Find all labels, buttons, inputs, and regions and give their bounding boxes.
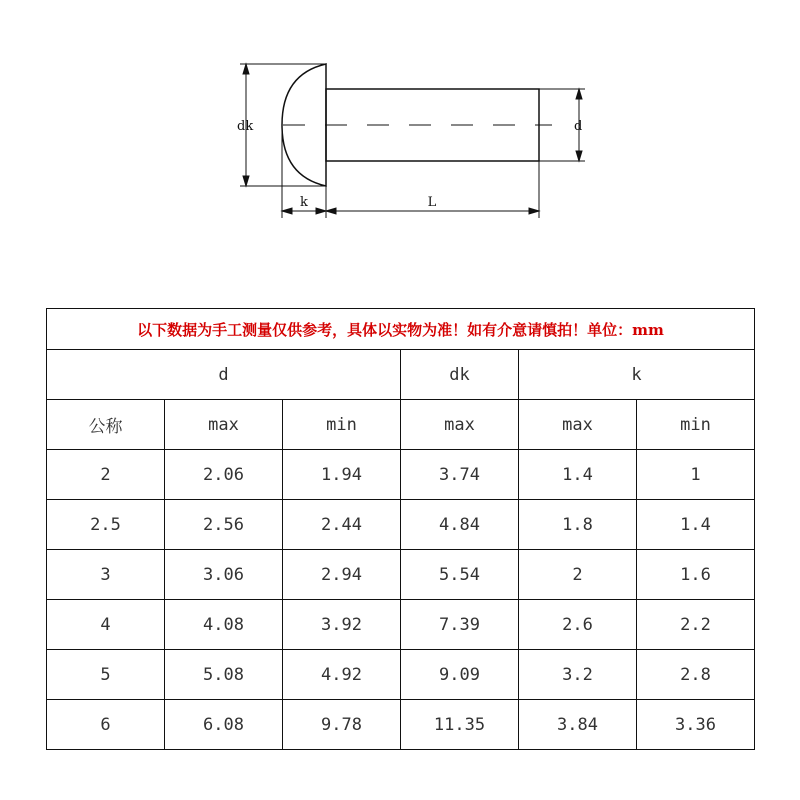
k-arrow-left	[282, 208, 292, 214]
cell-nominal: 2.5	[47, 500, 165, 550]
cell-dk-max: 3.74	[401, 450, 519, 500]
cell-dk-max: 11.35	[401, 700, 519, 750]
cell-k-max: 1.8	[519, 500, 637, 550]
k-label: k	[300, 195, 308, 210]
group-header-d: d	[47, 350, 401, 400]
dk-arrow-top	[243, 64, 249, 74]
sub-header-k-max: max	[519, 400, 637, 450]
cell-d-min: 1.94	[283, 450, 401, 500]
cell-d-max: 4.08	[165, 600, 283, 650]
cell-dk-max: 4.84	[401, 500, 519, 550]
cell-d-min: 4.92	[283, 650, 401, 700]
cell-d-min: 2.44	[283, 500, 401, 550]
d-arrow-top	[576, 89, 582, 99]
sub-header-nominal: 公称	[47, 400, 165, 450]
table-row	[47, 600, 755, 650]
table-row	[47, 450, 755, 500]
cell-k-min: 1.6	[637, 550, 755, 600]
sub-header-dk-max: max	[401, 400, 519, 450]
cell-k-min: 2.2	[637, 600, 755, 650]
cell-d-min: 3.92	[283, 600, 401, 650]
group-header-k: k	[519, 350, 755, 400]
table-row	[47, 500, 755, 550]
cell-k-min: 1.4	[637, 500, 755, 550]
cell-d-min: 9.78	[283, 700, 401, 750]
L-arrow-left	[326, 208, 336, 214]
cell-nominal: 5	[47, 650, 165, 700]
cell-k-max: 2.6	[519, 600, 637, 650]
cell-dk-max: 5.54	[401, 550, 519, 600]
sub-header-row	[47, 400, 755, 450]
cell-k-min: 1	[637, 450, 755, 500]
cell-k-min: 2.8	[637, 650, 755, 700]
table-row	[47, 650, 755, 700]
cell-d-max: 5.08	[165, 650, 283, 700]
dk-label: dk	[237, 119, 254, 134]
sub-header-d-max: max	[165, 400, 283, 450]
spec-table	[46, 308, 755, 750]
group-header-dk: dk	[401, 350, 519, 400]
L-arrow-right	[529, 208, 539, 214]
notice-text: 以下数据为手工测量仅供参考，具体以实物为准！如有介意请慎拍！单位：mm	[47, 309, 755, 350]
cell-k-max: 1.4	[519, 450, 637, 500]
cell-k-max: 3.84	[519, 700, 637, 750]
cell-dk-max: 9.09	[401, 650, 519, 700]
d-label: d	[574, 119, 583, 134]
L-label: L	[427, 195, 437, 210]
cell-nominal: 4	[47, 600, 165, 650]
cell-dk-max: 7.39	[401, 600, 519, 650]
cell-d-max: 3.06	[165, 550, 283, 600]
cell-nominal: 2	[47, 450, 165, 500]
cell-d-max: 6.08	[165, 700, 283, 750]
sub-header-d-min: min	[283, 400, 401, 450]
cell-k-max: 3.2	[519, 650, 637, 700]
group-header-row	[47, 350, 755, 400]
notice-row	[47, 309, 755, 350]
d-arrow-bottom	[576, 151, 582, 161]
sub-header-k-min: min	[637, 400, 755, 450]
table-row	[47, 550, 755, 600]
cell-nominal: 6	[47, 700, 165, 750]
cell-d-min: 2.94	[283, 550, 401, 600]
cell-k-max: 2	[519, 550, 637, 600]
cell-nominal: 3	[47, 550, 165, 600]
table-row	[47, 700, 755, 750]
rivet-drawing	[0, 0, 800, 240]
dk-arrow-bottom	[243, 176, 249, 186]
cell-d-max: 2.56	[165, 500, 283, 550]
cell-d-max: 2.06	[165, 450, 283, 500]
cell-k-min: 3.36	[637, 700, 755, 750]
